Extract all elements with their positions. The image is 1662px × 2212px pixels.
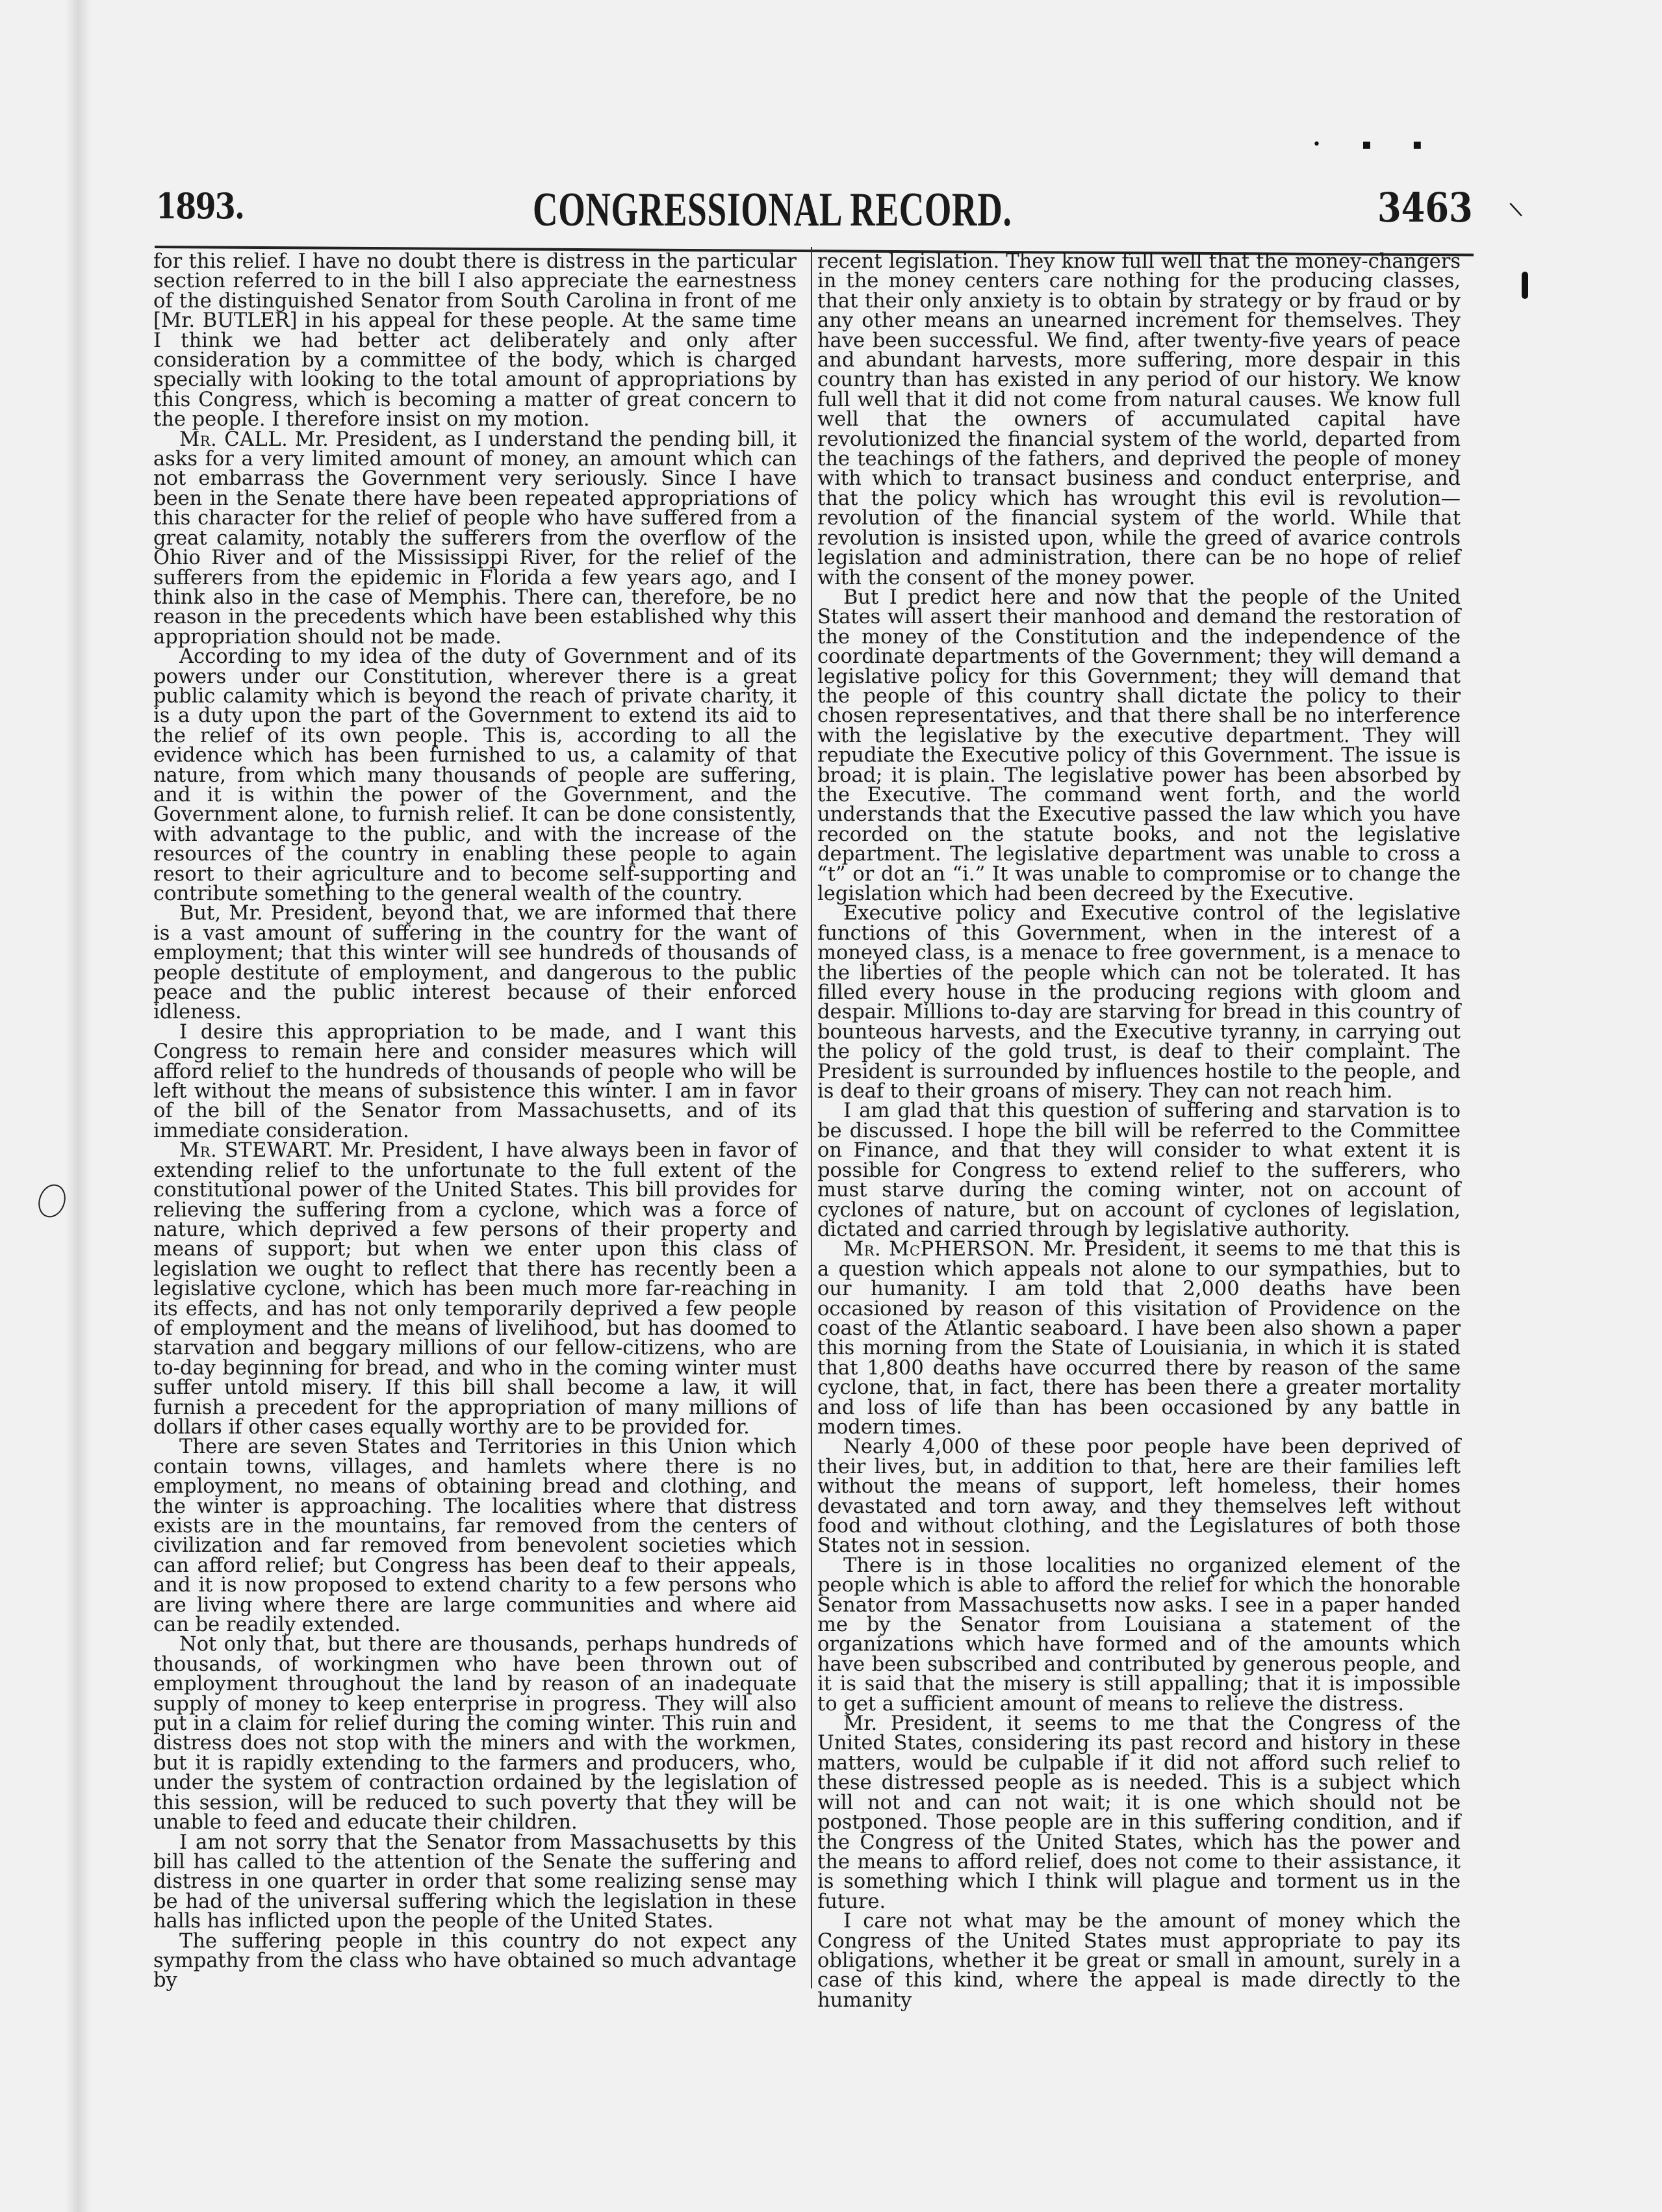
paragraph [153, 1635, 797, 1833]
paragraph [153, 1833, 797, 1932]
paragraph-text: There are seven States and Territories in this Union which contain towns, villages, and hamlets where there is no employment, no means of obtaining bread and clothing, and the winter is approaching. The localities where that distress exists are in the mountains, far removed from the centers of civilization and far removed from benevolent societies which can afford relief; but Congress has been deaf to their appeals, and it is now proposed to extend charity to a few persons who are living where there are large communities and where aid can be readily extended. [153, 1435, 797, 1637]
paragraph-text: Mr. President, it seems to me that this is a question which appeals not alone to our sympathies, but to our humanity. I am told that 2,000 deaths have been occasioned by reason of this visitation of Providence on the coast of the Atlantic seaboard. I have been also shown a paper this morning from the State of Louisiania, in which it is stated that 1,800 deaths have occurred there by reason of the same cyclone, that, in fact, there has been there a greater mortality and loss of life than has been occasioned by any battle in modern times. [817, 1238, 1461, 1439]
paragraph [153, 1437, 797, 1635]
column-divider [811, 247, 812, 1988]
paragraph [817, 1556, 1461, 1714]
paragraph [153, 1020, 797, 1142]
paragraph [153, 1141, 797, 1437]
paragraph-text: Executive policy and Executive control of the legislative functions of this Government, when in the interest of a moneyed class, is a menace to free government, is a menace to the liberties of the people which can not be tolerated. It has filled every house in the producing regions with gloom and despair. Millions to-day are starving for bread in this country of bounteous harvests, and the Executive tyranny, in carrying out the policy of the gold trust, is deaf to their complaint. The President is surrounded by influences hostile to the people, and is deaf to their groans of misery. They can not reach him. [817, 902, 1461, 1103]
paragraph-text: The suffering people in this country do not expect any sympathy from the class who have obtained so much advantage by [153, 1929, 797, 1992]
header-title: CONGRESSIONAL RECORD. [533, 183, 1012, 237]
paragraph-text: for this relief. I have no doubt there is distress in the particular section referred to in the bill I also appreciate the earnestness of the distinguished Senator from South Carolina in front of me [Mr. BUTLER] in his appeal for these people. At the same time I think we had better act deliberately and only after consideration by a committee of the body, which is charged specially with looking to the total amount of appropriations by this Congress, which is becoming a matter of great concern to the people. I therefore insist on my motion. [153, 250, 797, 431]
paragraph [817, 252, 1461, 588]
paragraph-text: But I predict here and now that the people of the United States will assert their manhood and demand the restoration of the money of the Constitution and the independence of the coordinate departments of the Government; they will demand a legislative policy for this Government; they will demand that the people of this country shall dictate the policy to their chosen representatives, and that there shall be no interference with the legislative by the executive department. They will repudiate the Executive policy of this Government. The issue is broad; it is plain. The legislative power has been absorbed by the Executive. The command went forth, and the world understands that the Executive passed the law which you have recorded on the statute books, and not the legislative department. The legislative department was unable to cross a “t” or dot an “i.” It was unable to compromise or to change the legislation which had been decreed by the Executive. [817, 585, 1461, 905]
text-column-left [153, 252, 797, 1991]
paragraph-text: There is in those localities no organized element of the people which is able to afford the relief for which the honorable Senator from Massachusetts now asks. I see in a paper handed me by the Senator from Louisiana a statement of the organizations which have formed and of the amounts which have been subscribed and contributed by generous people, and it is said that the misery is still appalling; that it is impossible to get a sufficient amount of means to relieve the distress. [817, 1554, 1461, 1716]
paragraph-text: I am not sorry that the Senator from Massachusetts by this bill has called to the attention of the Senate the suffering and distress in one quarter in order that some realizing sense may be had of the universal suffering which the legislation in these halls has inflicted upon the people of the United States. [153, 1831, 797, 1933]
stray-ink-tick-icon: \ [1508, 198, 1524, 222]
paragraph [817, 904, 1461, 1101]
paragraph [817, 1240, 1461, 1437]
paragraph-text: According to my idea of the duty of Government and of its powers under our Constitution, wherever there is a great public calamity which is beyond the reach of private charity, it is a duty upon the part of the Government to extend its aid to the relief of its own people. This is, according to all the evidence which has been furnished to us, a calamity of that nature, from which many thousands of people are suffering, and it is within the power of the Government, and the Government alone, to furnish relief. It can be done consistently, with advantage to the public, and with the increase of the resources of the country in enabling these people to again resort to their agriculture and to become self-supporting and contribute something to the general wealth of the country. [153, 645, 797, 905]
paragraph [817, 1437, 1461, 1556]
stray-ink-bar-icon [1522, 272, 1528, 299]
paragraph-text: I care not what may be the amount of money which the Congress of the United States must appropriate to pay its obligations, whether it be great or small in amount, surely in a case of this kind, where the appeal is made directly to the humanity [817, 1910, 1461, 2012]
header-page-number: 3463 [1377, 184, 1473, 231]
paragraph [153, 1929, 797, 1992]
paragraph-text: Nearly 4,000 of these poor people have been deprived of their lives, but, in addition to that, here are their families left without the means of support, left homeless, their homes devastated and torn away, and they themselves left without food and without clothing, and the Legislatures of both those States not in session. [817, 1435, 1461, 1558]
stray-ink-dots-icon: • ▪ ▪ [1312, 136, 1440, 153]
paragraph-text: recent legislation. They know full well that the money-changers in the money centers care nothing for the producing classes, that their only anxiety is to obtain by strategy or by fraud or by any other means an unearned increment for themselves. They have been successful. We find, after twenty-five years of peace and abundant harvests, more suffering, more despair in this country than has existed in any period of our history. We know full well that it did not come from natural causes. We know full well that the owners of accumulated capital have revolutionized the financial system of the world, departed from the teachings of the fathers, and deprived the people of money with which to transact business and conduct enterprise, and that the policy which has wrought this evil is revolution—revolution of the financial system of the world. While that revolution is insisted upon, while the greed of avarice controls legislation and administration, there can be no hope of relief with the consent of the money power. [817, 250, 1461, 589]
paragraph [153, 647, 797, 904]
paragraph [153, 430, 797, 647]
paragraph-text: Mr. President, as I understand the pending bill, it asks for a very limited amount of money, an amount which can not embarrass the Government very seriously. Since I have been in the Senate there have been repeated appropriations of this character for the relief of people who have suffered from a great calamity, notably the sufferers from the overflow of the Ohio River and of the Mississippi River, for the relief of the sufferers from the epidemic in Florida a few years ago, and I think also in the case of Memphis. There can, therefore, be no reason in the precedents which have been established why this appropriation should not be made. [153, 428, 797, 649]
paragraph-text: Not only that, but there are thousands, perhaps hundreds of thousands, of workingmen who have been thrown out of employment throughout the land by reason of an inadequate supply of money to keep enterprise in progress. They will also put in a claim for relief during the coming winter. This ruin and distress does not stop with the miners and with the workmen, but it is rapidly extending to the farmers and producers, who, under the system of contraction ordained by the legislation of this session, will be reduced to such poverty that they will be unable to feed and educate their children. [153, 1633, 797, 1834]
paragraph-text: I desire this appropriation to be made, and I want this Congress to remain here and consider measures which will afford relief to the hundreds of thousands of people who will be left without the means of subsistence this winter. I am in favor of the bill of the Senator from Massachusetts, and of its immediate consideration. [153, 1020, 797, 1142]
paragraph-text: I am glad that this question of suffering and starvation is to be discussed. I hope the bill will be referred to the Committee on Finance, and that they will consider to what extent it is possible for Congress to extend relief to the sufferers, who must starve during the coming winter, not on account of cyclones of nature, but on account of cyclones of legislation, dictated and carried through by legislative authority. [817, 1100, 1461, 1241]
paragraph [153, 904, 797, 1022]
paragraph [817, 1101, 1461, 1240]
page-header [156, 185, 1481, 244]
paragraph [817, 585, 1461, 905]
scan-gutter-shadow [65, 0, 91, 2212]
paragraph [817, 1714, 1461, 1912]
paragraph [817, 1912, 1461, 2011]
paragraph [153, 252, 797, 430]
text-column-right [817, 252, 1461, 2011]
paragraph-text: But, Mr. President, beyond that, we are informed that there is a vast amount of suffering in the country for the want of employment; that this winter will see hundreds of thousands of people destitute of employment, and dangerous to the public peace and the public interest because of their enforced idleness. [153, 902, 797, 1024]
paragraph-text: Mr. President, I have always been in favor of extending relief to the unfortunate to the full extent of the constitutional power of the United States. This bill provides for relieving the suffering from a cyclone, which was a force of nature, which deprived a few persons of their property and means of support; but when we enter upon this class of legislation we ought to reflect that there has recently been a legislative cyclone, which has been much more far-reaching in its effects, and has not only temporarily deprived a few people of employment and the means of livelihood, but has doomed to starvation and beggary millions of our fellow-citizens, who are to-day beginning for bread, and who in the coming winter must suffer untold misery. If this bill shall become a law, it will furnish a precedent for the appropriation of many millions of dollars if other cases equally worthy are to be provided for. [153, 1139, 797, 1439]
header-year: 1893. [156, 185, 244, 227]
paragraph-text: Mr. President, it seems to me that the Congress of the United States, considering its past record and history in these matters, would be culpable if it did not afford such relief to these distressed people as is needed. This is a subject which will not and can not wait; it is one which should not be postponed. Those people are in this suffering condition, and if the Congress of the United States, which has the power and the means to afford relief, does not come to their assistance, it is something which I think will plague and torment us in the future. [817, 1712, 1461, 1913]
speaker-name: Mr. CALL. [179, 428, 288, 451]
speaker-name: Mr. STEWART. [179, 1139, 334, 1163]
speaker-name: Mr. McPHERSON. [843, 1238, 1036, 1261]
